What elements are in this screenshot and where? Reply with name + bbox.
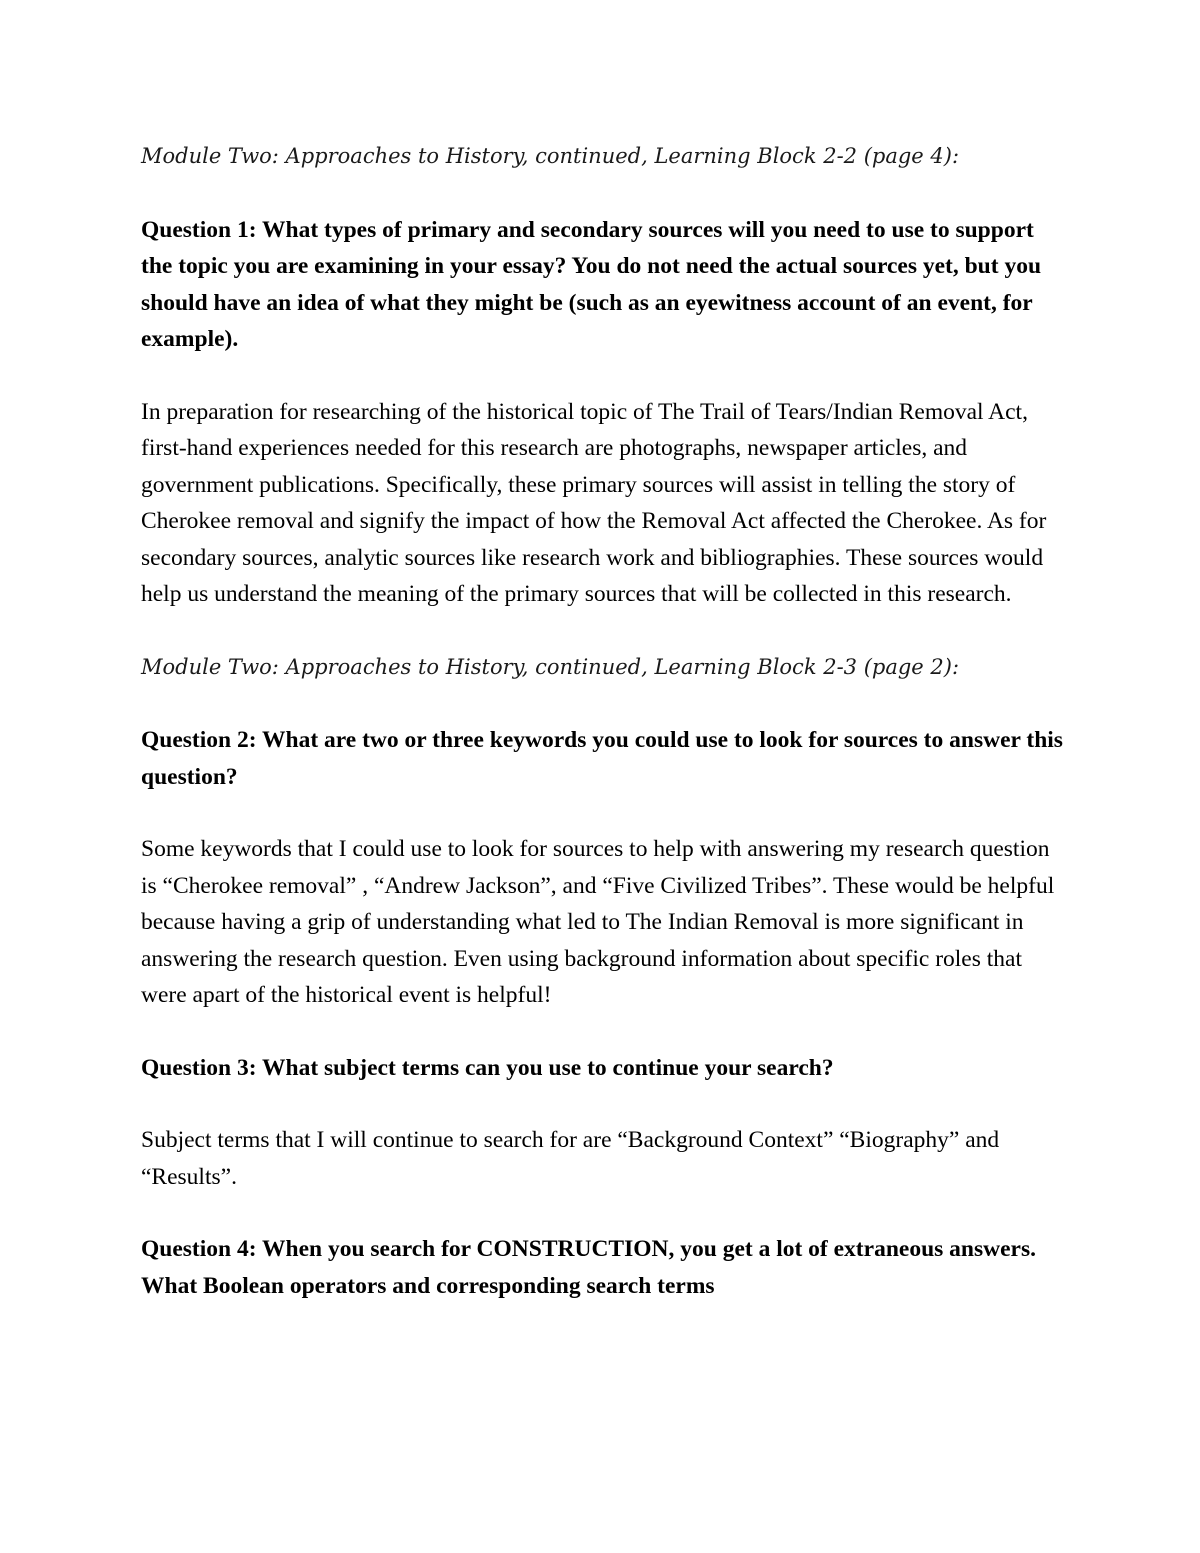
document-page [141,138,1066,1340]
module-heading-block-2-3: Module Two: Approaches to History, continued, Learning Block 2-3 (page 2): [141,654,960,679]
answer-2: Some keywords that I could use to look for sources to help with answering my research question is “Cherokee removal” , “Andrew Jackson”, and “Five Civilized Tribes”. These would be helpful because having a grip of understanding what led to The Indian Removal is more significant in answering the research question. Even using background information about specific roles that were apart of the historical event is helpful! [141,836,1055,1008]
question-2: Question 2: What are two or three keywords you could use to look for sources to answer this question? [141,727,1063,790]
question-3: Question 3: What subject terms can you use to continue your search? [141,1054,834,1081]
answer-3: Subject terms that I will continue to search for are “Background Context” “Biography” and “Results”. [141,1127,1000,1190]
answer-1: In preparation for researching of the historical topic of The Trail of Tears/Indian Removal Act, first-hand experiences needed for this research are photographs, newspaper articles, and government publications. Specifically, these primary sources will assist in telling the story of Cherokee removal and signify the impact of how the Removal Act affected the Cherokee. As for secondary sources, analytic sources like research work and bibliographies. These sources would help us understand the meaning of the primary sources that will be collected in this research. [141,398,1047,607]
question-4: Question 4: When you search for CONSTRUCTION, you get a lot of extraneous answers. What Boolean operators and corresponding search terms [141,1236,1036,1299]
question-1: Question 1: What types of primary and secondary sources will you need to use to support the topic you are examining in your essay? You do not need the actual sources yet, but you should have an idea of what they might be (such as an eyewitness account of an event, for example). [141,216,1042,352]
module-heading-block-2-2: Module Two: Approaches to History, continued, Learning Block 2-2 (page 4): [141,144,960,168]
